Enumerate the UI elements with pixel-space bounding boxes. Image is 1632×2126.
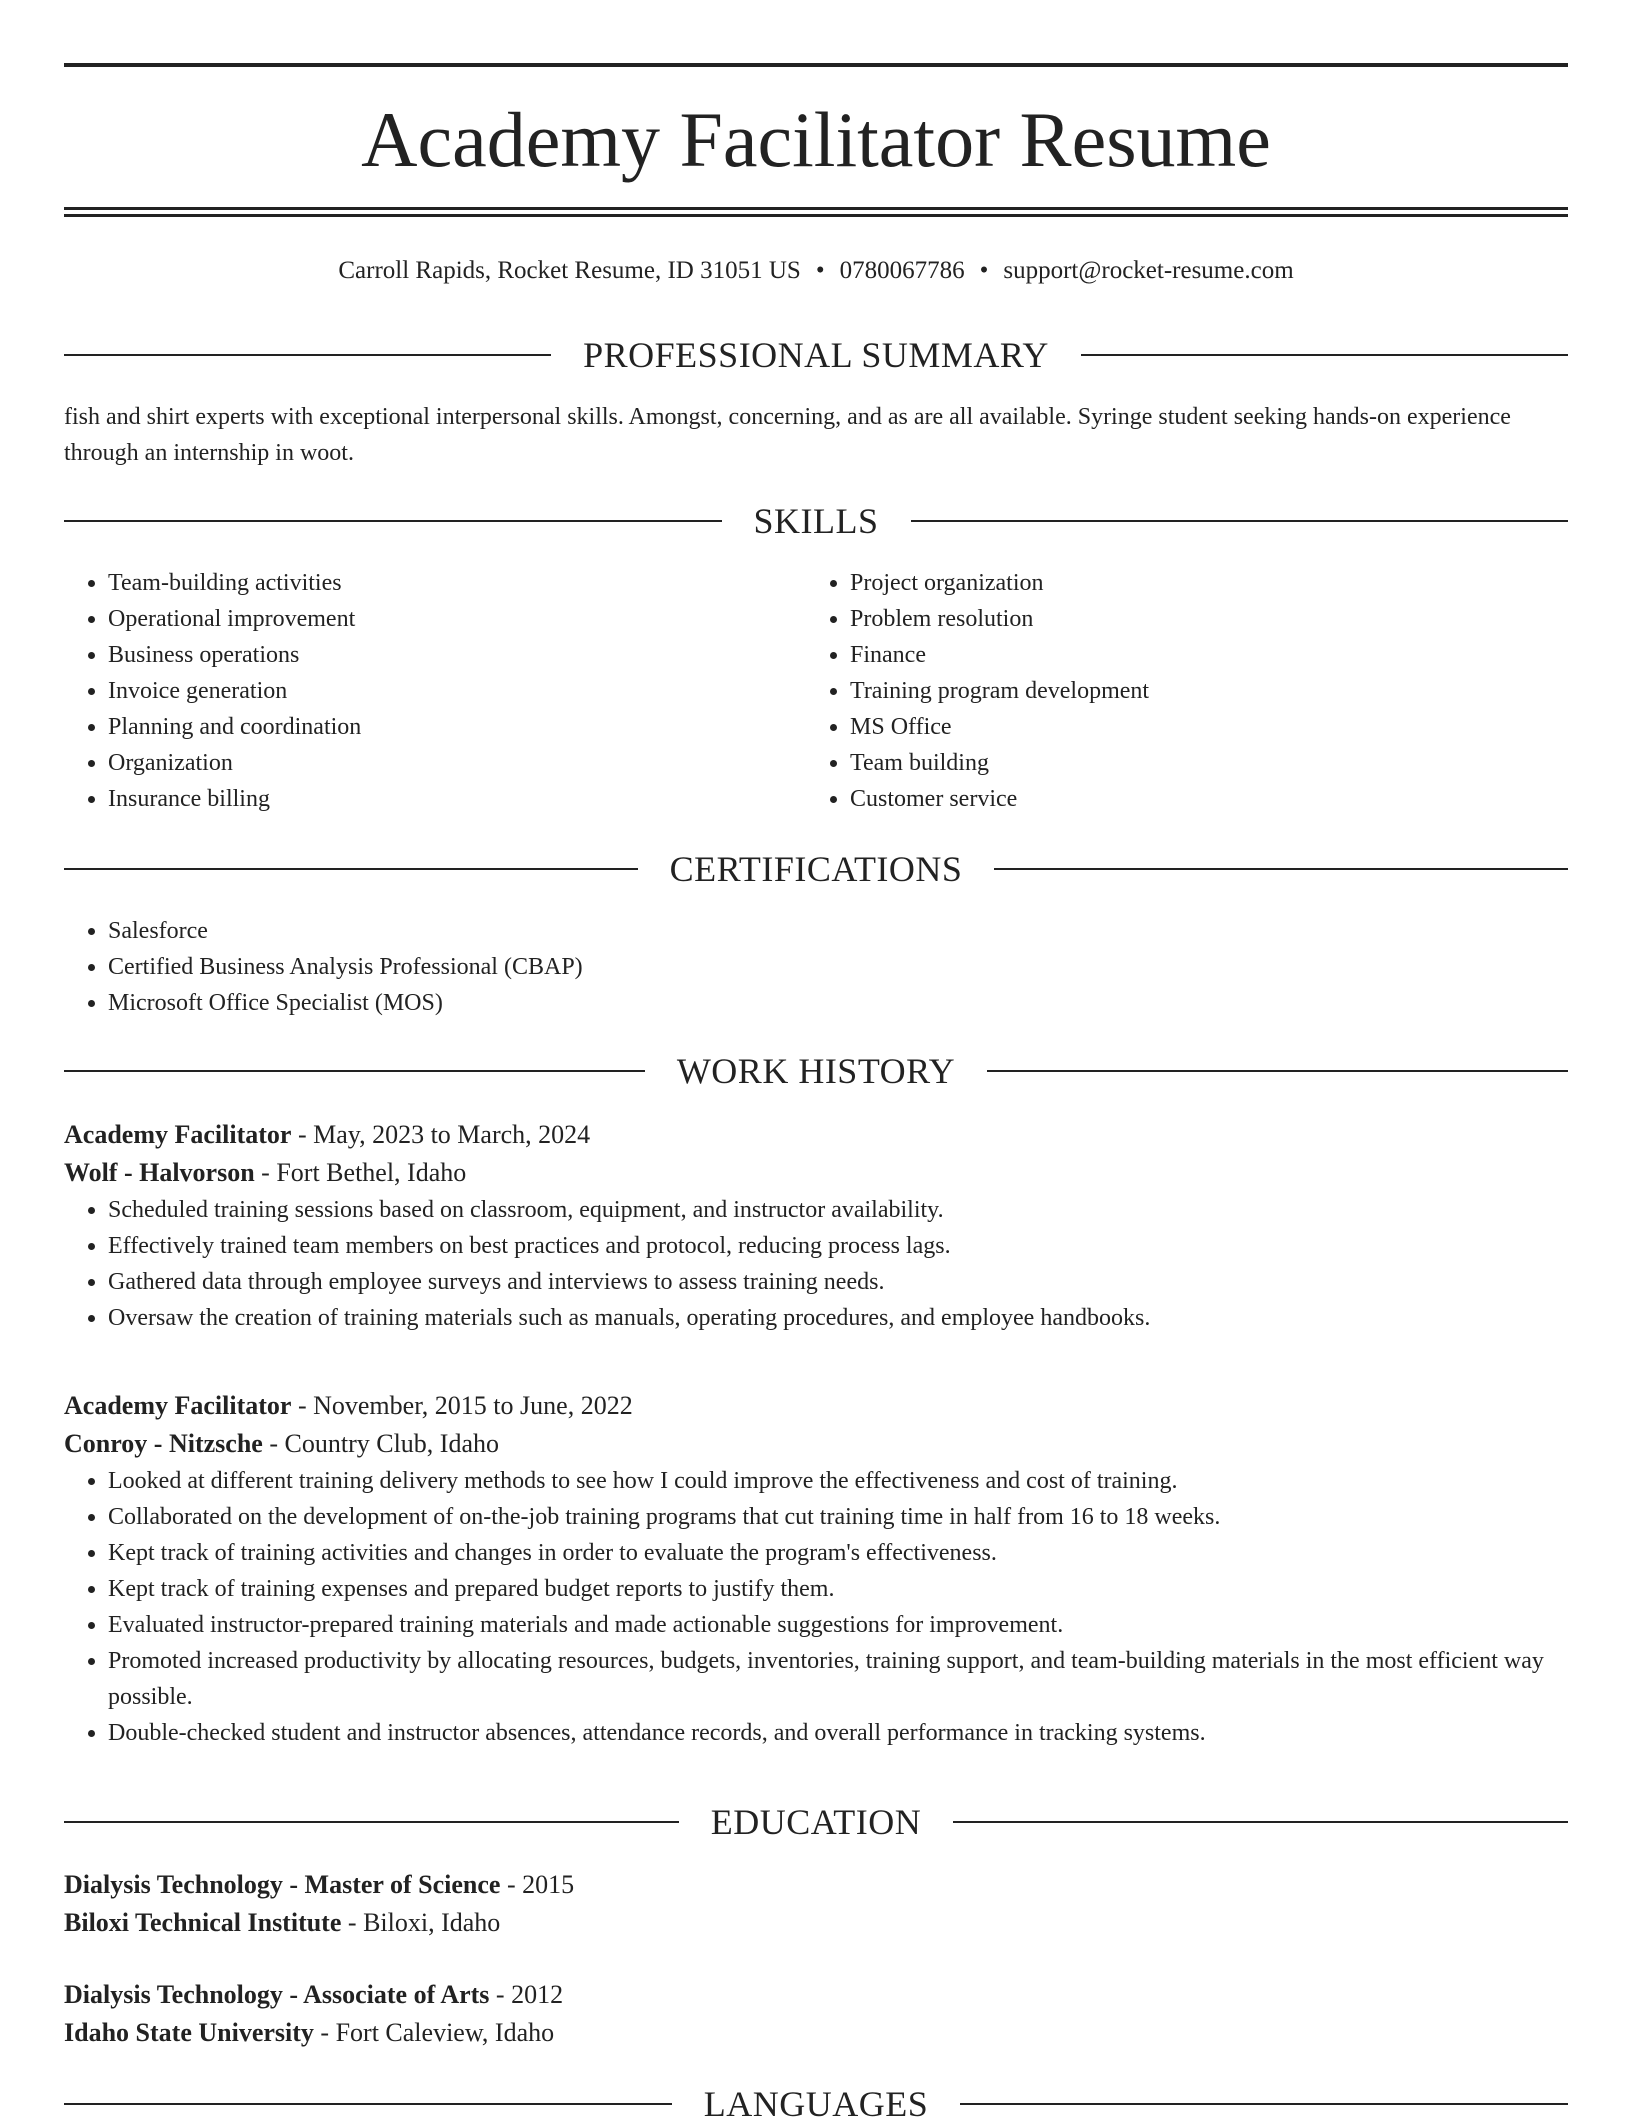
skill-item: • Finance <box>850 637 1506 673</box>
job-company: Wolf - Halvorson <box>64 1158 255 1187</box>
dash: - <box>320 2018 330 2047</box>
section-title: LANGUAGES <box>703 2084 929 2124</box>
dash: - <box>495 1980 505 2009</box>
job-dates: May, 2023 to March, 2024 <box>313 1120 591 1149</box>
skill-item: • Planning and coordination <box>108 709 764 745</box>
job-location: Fort Bethel, Idaho <box>276 1158 467 1187</box>
section-title: WORK HISTORY <box>676 1051 956 1091</box>
resume-title: Academy Facilitator Resume <box>361 96 1271 183</box>
education-location: Biloxi, Idaho <box>363 1908 501 1937</box>
heading-rule <box>960 2103 1568 2105</box>
job-bullet: • Gathered data through employee surveys and interviews to assess training needs. <box>108 1264 1568 1300</box>
work-entry <box>64 1116 1568 1336</box>
heading-rule <box>64 1821 679 1823</box>
section-heading-languages <box>64 2082 1568 2126</box>
contact-email: support@rocket-resume.com <box>1003 257 1294 284</box>
dash: - <box>261 1158 270 1187</box>
skill-item: • Organization <box>108 745 764 781</box>
education-degree-line <box>64 1866 1568 1904</box>
job-bullet: • Kept track of training activities and changes in order to evaluate the program's effectiveness. <box>108 1535 1568 1571</box>
skill-item: • Problem resolution <box>850 601 1506 637</box>
job-bullet: • Evaluated instructor-prepared training materials and made actionable suggestions for improvement. <box>108 1607 1568 1643</box>
skill-item: • Insurance billing <box>108 781 764 817</box>
section-heading-work <box>64 1049 1568 1093</box>
education-year: 2015 <box>522 1870 575 1899</box>
job-title-line <box>64 1387 1568 1425</box>
education-school-line <box>64 2014 1568 2052</box>
skill-item: • Invoice generation <box>108 673 764 709</box>
skills-column-right <box>806 565 1506 817</box>
job-bullet: • Collaborated on the development of on-the-job training programs that cut training time in half from 16 to 18 weeks. <box>108 1499 1568 1535</box>
job-title: Academy Facilitator <box>64 1391 292 1420</box>
job-bullet: • Kept track of training expenses and prepared budget reports to justify them. <box>108 1571 1568 1607</box>
dash: - <box>506 1870 516 1899</box>
summary-text: fish and shirt experts with exceptional interpersonal skills. Amongst, concerning, and as are all available. Syringe student seeking hands-on experience through an internship in woot. <box>64 404 1511 466</box>
dash: - <box>297 1120 307 1149</box>
skill-item: • Customer service <box>850 781 1506 817</box>
job-company-line <box>64 1154 1568 1192</box>
job-company-line <box>64 1425 1568 1463</box>
certification-item: • Salesforce <box>108 913 1568 949</box>
heading-rule <box>987 1070 1568 1072</box>
skill-item: • MS Office <box>850 709 1506 745</box>
heading-rule <box>64 2103 672 2105</box>
education-degree: Dialysis Technology - Master of Science <box>64 1870 501 1899</box>
skill-item: • Team-building activities <box>108 565 764 601</box>
contact-phone: 0780067786 <box>839 257 965 284</box>
contact-separator: • <box>815 257 825 284</box>
job-title-line <box>64 1116 1568 1154</box>
job-title: Academy Facilitator <box>64 1120 292 1149</box>
heading-rule <box>64 1070 645 1072</box>
contact-address: Carroll Rapids, Rocket Resume, ID 31051 US <box>338 257 801 284</box>
education-school: Biloxi Technical Institute <box>64 1908 342 1937</box>
education-location: Fort Caleview, Idaho <box>335 2018 555 2047</box>
certification-item: • Microsoft Office Specialist (MOS) <box>108 985 1568 1021</box>
heading-rule <box>64 354 551 356</box>
section-heading-summary <box>64 333 1568 377</box>
education-degree-line <box>64 1976 1568 2014</box>
skill-item: • Training program development <box>850 673 1506 709</box>
dash: - <box>347 1908 357 1937</box>
heading-rule <box>994 868 1568 870</box>
section-heading-certifications <box>64 847 1568 891</box>
section-title: SKILLS <box>753 501 879 541</box>
heading-rule <box>953 1821 1568 1823</box>
dash: - <box>269 1429 278 1458</box>
heading-rule <box>64 520 722 522</box>
education-year: 2012 <box>511 1980 564 2009</box>
skill-item: • Operational improvement <box>108 601 764 637</box>
heading-rule <box>911 520 1569 522</box>
education-entry <box>64 1976 1568 2052</box>
skill-item: • Business operations <box>108 637 764 673</box>
certification-item: • Certified Business Analysis Professional (CBAP) <box>108 949 1568 985</box>
dash: - <box>297 1391 307 1420</box>
contact-line <box>64 254 1568 288</box>
skill-item: • Project organization <box>850 565 1506 601</box>
work-entry <box>64 1387 1568 1751</box>
education-entry <box>64 1866 1568 1942</box>
education-degree: Dialysis Technology - Associate of Arts <box>64 1980 490 2009</box>
job-bullet: • Effectively trained team members on best practices and protocol, reducing process lags. <box>108 1228 1568 1264</box>
title-double-rule <box>64 207 1568 217</box>
top-rule <box>64 63 1568 67</box>
job-bullet: • Scheduled training sessions based on classroom, equipment, and instructor availability. <box>108 1192 1568 1228</box>
heading-rule <box>64 868 638 870</box>
section-title: PROFESSIONAL SUMMARY <box>583 335 1049 375</box>
section-title: EDUCATION <box>710 1802 922 1842</box>
job-bullet: • Double-checked student and instructor absences, attendance records, and overall performance in tracking systems. <box>108 1715 1568 1751</box>
education-school: Idaho State University <box>64 2018 314 2047</box>
heading-rule <box>1081 354 1568 356</box>
section-title: CERTIFICATIONS <box>669 849 963 889</box>
job-bullet: • Promoted increased productivity by allocating resources, budgets, inventories, training support, and team-building materials in the most efficient way possible. <box>108 1643 1568 1715</box>
job-company: Conroy - Nitzsche <box>64 1429 263 1458</box>
job-bullet: • Oversaw the creation of training materials such as manuals, operating procedures, and employee handbooks. <box>108 1300 1568 1336</box>
skills-column-left <box>64 565 764 817</box>
section-heading-education <box>64 1800 1568 1844</box>
contact-separator: • <box>979 257 989 284</box>
skill-item: • Team building <box>850 745 1506 781</box>
certifications-list <box>64 913 1568 1021</box>
education-school-line <box>64 1904 1568 1942</box>
section-heading-skills <box>64 499 1568 543</box>
job-bullet: • Looked at different training delivery methods to see how I could improve the effectiveness and cost of training. <box>108 1463 1568 1499</box>
job-dates: November, 2015 to June, 2022 <box>313 1391 633 1420</box>
job-location: Country Club, Idaho <box>284 1429 499 1458</box>
